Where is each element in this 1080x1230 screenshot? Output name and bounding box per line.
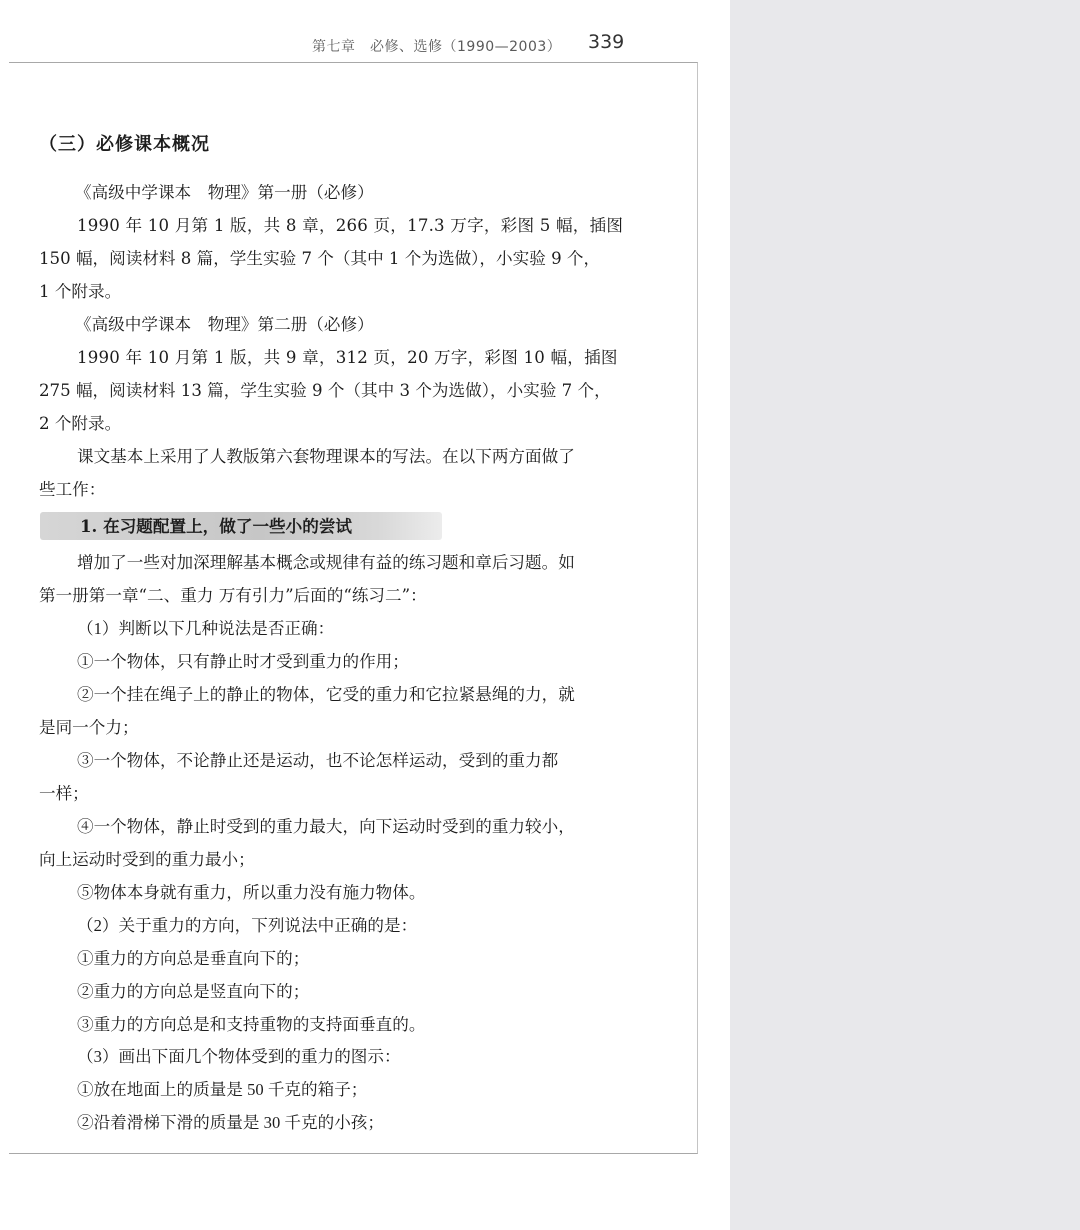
exercise-line: （3）画出下面几个物体受到的重力的图示：: [77, 1047, 401, 1066]
paragraph-line: 150 幅，阅读材料 8 篇，学生实验 7 个（其中 1 个为选做），小实验 9 个，: [39, 249, 601, 268]
exercise-line: ③一个物体，不论静止还是运动，也不论怎样运动，受到的重力都: [77, 751, 559, 770]
book-title-line: 《高级中学课本 物理》第一册（必修）: [75, 183, 374, 202]
exercise-line: 向上运动时受到的重力最小；: [39, 850, 255, 869]
exercise-line: ③重力的方向总是和支持重物的支持面垂直的。: [77, 1015, 426, 1034]
paragraph-line: 2 个附录。: [39, 414, 122, 433]
exercise-line: 一样；: [39, 784, 89, 803]
paragraph-line: 增加了一些对加深理解基本概念或规律有益的练习题和章后习题。如: [77, 553, 575, 572]
page-number: 339: [588, 31, 625, 53]
exercise-line: ⑤物体本身就有重力，所以重力没有施力物体。: [77, 883, 426, 902]
paragraph-line: 275 幅，阅读材料 13 篇，学生实验 9 个（其中 3 个为选做），小实验 7 个，: [39, 381, 611, 400]
paragraph-line: 1990 年 10 月第 1 版，共 8 章，266 页，17.3 万字，彩图 5 幅，插图: [77, 216, 624, 235]
exercise-line: 是同一个力；: [39, 718, 139, 737]
running-head: [0, 0, 730, 62]
paragraph-line: 1990 年 10 月第 1 版，共 9 章，312 页，20 万字，彩图 10 幅，插图: [77, 348, 618, 367]
section-heading: （三）必修课本概况: [39, 134, 210, 155]
exercise-line: ④一个物体，静止时受到的重力最大，向下运动时受到的重力较小，: [77, 817, 575, 836]
chapter-title: 第七章 必修、选修（1990—2003）: [312, 39, 562, 55]
paragraph-line: 课文基本上采用了人教版第六套物理课本的写法。在以下两方面做了: [77, 447, 575, 466]
paragraph-line: 些工作：: [39, 480, 106, 499]
paragraph-line: 第一册第一章“二、重力 万有引力”后面的“练习二”：: [39, 586, 427, 605]
viewer-background: [730, 0, 1080, 1230]
exercise-line: ②一个挂在绳子上的静止的物体，它受的重力和它拉紧悬绳的力，就: [77, 685, 575, 704]
exercise-line: ②重力的方向总是竖直向下的；: [77, 982, 310, 1001]
exercise-line: ①一个物体，只有静止时才受到重力的作用；: [77, 652, 409, 671]
exercise-line: ①重力的方向总是垂直向下的；: [77, 949, 310, 968]
exercise-line: （1）判断以下几种说法是否正确：: [77, 619, 335, 638]
book-title-line: 《高级中学课本 物理》第二册（必修）: [75, 315, 374, 334]
exercise-line: （2）关于重力的方向，下列说法中正确的是：: [77, 916, 418, 935]
subheading: 1. 在习题配置上，做了一些小的尝试: [80, 516, 353, 536]
exercise-line: ①放在地面上的质量是 50 千克的箱子；: [77, 1080, 368, 1099]
paragraph-line: 1 个附录。: [39, 282, 122, 301]
exercise-line: ②沿着滑梯下滑的质量是 30 千克的小孩；: [77, 1113, 384, 1132]
